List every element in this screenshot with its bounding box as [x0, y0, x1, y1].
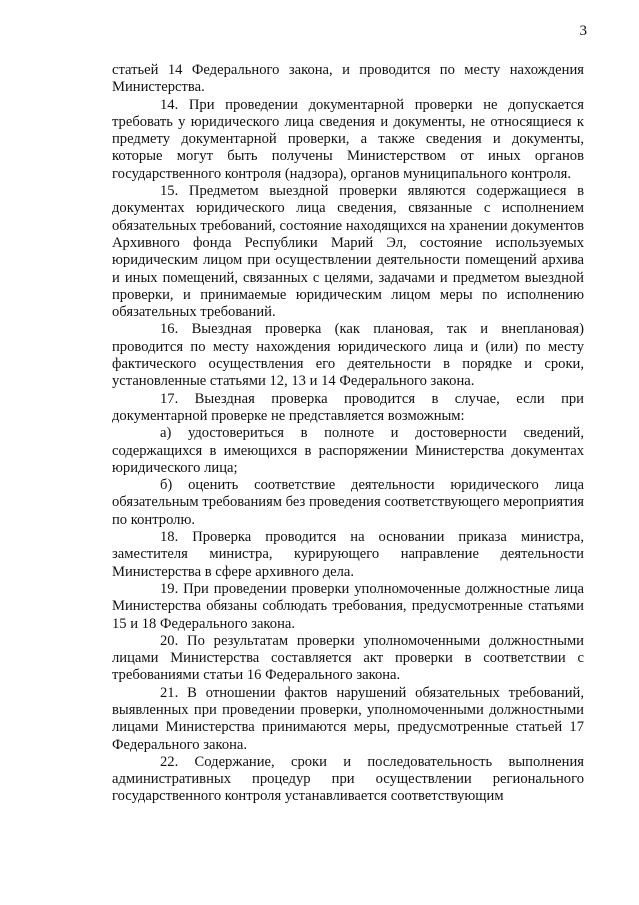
paragraph-19: 19. При проведении проверки уполномоченные должностные лица Министерства обязаны соблюдать требования, предусмотренные статьями 15 и 18 Федерального закона.	[112, 580, 584, 632]
paragraph-17: 17. Выездная проверка проводится в случае, если при документарной проверке не представляется возможным:	[112, 390, 584, 424]
paragraph-17-b: б) оценить соответствие деятельности юридического лица обязательным требованиям без проведения соответствующего мероприятия по контролю.	[112, 477, 585, 528]
paragraph-21: 21. В отношении фактов нарушений обязательных требований, выявленных при проведении проверки, уполномоченными должностными лицами Министерства принимаются меры, предусмотренные статьей 17 Федерального закона.	[112, 684, 584, 753]
paragraph-22: 22. Содержание, сроки и последовательность выполнения административных процедур при осуществлении регионального государственного контроля устанавливается соответствующим	[112, 753, 584, 805]
paragraph-17-a: а) удостовериться в полноте и достоверности сведений, содержащихся в имеющихся в распоряжении Министерства документах юридического лица;	[112, 425, 584, 476]
paragraph-continuation: статьей 14 Федерального закона, и проводится по месту нахождения Министерства.	[112, 62, 584, 96]
document-body	[112, 62, 584, 806]
paragraph-16: 16. Выездная проверка (как плановая, так и внеплановая) проводится по месту нахождения юридического лица и (или) по месту фактического осуществления его деятельности в порядке и сроки, установленные статьями 12, 13 и 14 Федерального закона.	[112, 321, 584, 390]
page-number: 3	[579, 23, 587, 39]
paragraph-18: 18. Проверка проводится на основании приказа министра, заместителя министра, курирующего направление деятельности Министерства в сфере архивного дела.	[112, 529, 584, 580]
paragraph-14: 14. При проведении документарной проверки не допускается требовать у юридического лица сведения и документы, не относящиеся к предмету документарной проверки, а также сведения и документы, которые могут быть получены Министерством от иных органов государственного контроля (надзора), органов муниципального контроля.	[112, 96, 584, 182]
paragraph-20: 20. По результатам проверки уполномоченными должностными лицами Министерства составляется акт проверки в соответствии с требованиями статьи 16 Федерального закона.	[112, 632, 584, 684]
paragraph-15: 15. Предметом выездной проверки являются содержащиеся в документах юридического лица сведения, связанные с исполнением обязательных требований, состояние находящихся на хранении документов Архивного фонда Республики Марий Эл, состояние используемых юридическим лицом при осуществлении деятельности помещений архива и иных помещений, связанных с целями, задачами и предметом выездной проверки, и принимаемые юридическим лицом меры по исполнению обязательных требований.	[112, 183, 584, 321]
